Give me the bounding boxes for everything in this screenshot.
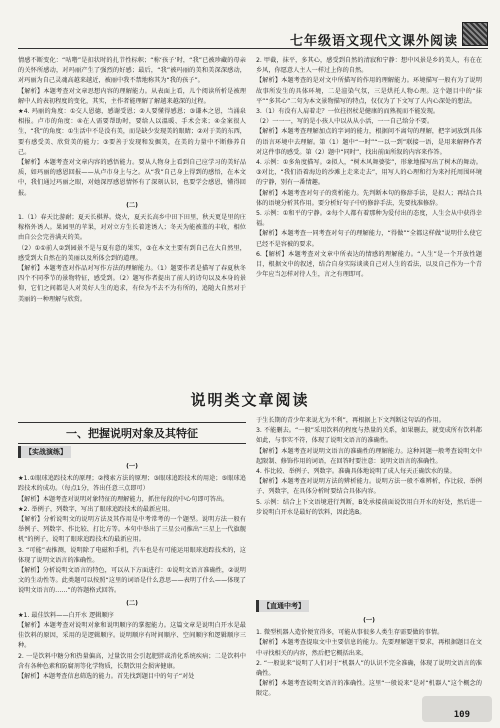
subsection-marker: (一) — [126, 463, 138, 470]
paragraph: 5. 示例：①和平的宁静。②每个人都有着那种为爱付出的态度，人生会从中获得幸福。 — [256, 210, 482, 228]
analysis-paragraph: 【解析】本题考查对说明对象和说明顺序的掌握能力。这篇文章是说明白开水是最佳饮料的原因，采用的是逻辑顺序。说明顺序有时间顺序、空间顺序和逻辑顺序三种。 — [18, 622, 246, 650]
subsection-title: 一、把握说明对象及其特征 — [18, 422, 246, 444]
answers-bottom-left — [18, 460, 246, 710]
paragraph: ★2. 举例子，列数字，写出了眼球追踪技术的最新应用。 — [18, 505, 174, 513]
practice-tag: 【实战演练】 — [18, 446, 71, 458]
page-number: 109 — [453, 710, 470, 720]
analysis-paragraph: 【解析】本题考查对说明方法的辨析能力。说明方法一般不难辨析，作比较、举例子、列数字，在具体分析时要结合具体内容。 — [256, 478, 482, 496]
answers-bottom-right-upper — [256, 416, 482, 598]
header-title: 七年级语文现代文课外阅读 — [289, 34, 458, 49]
header-divider — [18, 48, 488, 49]
paragraph: ★1. 最佳饮料——白开水 逻辑顺序 — [18, 611, 114, 619]
analysis-paragraph: 【解析】本题考查对文章内容的感悟能力。要从人物身上看到自己应学习的美好品质，如玛丽的感恩回报——从卢市身上与之。从“我”自己身上得到的感悟，在本文中，我们通过玛丽之眼，对她深厚感恩情怀有了深刻认识，也要学会感恩，懂得回报。 — [18, 159, 246, 197]
analysis-paragraph: 【解析】本题考查说明文语言的准确性。这里“一般说来”是对“机器人”这个概念的限定。 — [256, 680, 482, 698]
paragraph: 6.【解析】本题考查对文章中所表达的情感的理解能力。“人生”是一个开放性题目，根据文中的叙述，结合自身实际谈谈自己对人生的看法，以及自己作为一个青少年应当怎样对待人生，言之有理即可。 — [256, 250, 482, 279]
paragraph: 1. 微型机器人造价便宜得多，可能从事很多人类生存需要做的事情。 — [256, 629, 444, 637]
paragraph: （2）①①前人②到园景不是与夏有意的果实，③在本文主要有到自己在大自然里，感受到大自然在的美丽以及所体会到的道理。 — [18, 244, 246, 262]
paragraph: 5. 示例：结合上下文语境进行判断，B处承接前面说饮用白开水的好处，然后进一步说明白开水是最好的饮料，因此选B。 — [256, 498, 482, 516]
analysis-paragraph: 【解析】本题考查理解加点的字词的能力，根据问不离句的理解，把字词放到具体的语言环境中去理解。第（1）题中“一时”“一以一到”联接一语，是用来解释作者对这件事的感受。第（2）题中“同时”，找出前面所叙的内容来作答。 — [256, 128, 482, 156]
analysis-paragraph: 【解析】本题考查一同考查对句子的理解能力，“得做”“全都这样做”说明什么使它已经不是容被的要求。 — [256, 230, 482, 248]
paragraph: 2. 甲截，抹平，多其心，感受到自然的清寂和宁静：想中风景是乡的美人，有在在乡风，你愿意人主人一样过上你的自然。 — [256, 57, 482, 75]
analysis-paragraph: 【解析】本题考查对句子的赏析能力。先判断本句的修辞手法，是拟人；再结合具体的语境分析其作用。要分析好句子中的修辞手法，先要找准修辞。 — [256, 189, 482, 207]
paragraph: 2. “一般说来”说明了人们对于“机器人”的认识不完全准确，体现了说明文语言的准确性。 — [256, 659, 482, 678]
paragraph: 2. 一是饮料中糖分和热量偏高，过量饮用会引起肥胖或消化系统疾病；二是饮料中含有各种色素和防腐剂等化学物质，长期饮用会损害健康。 — [18, 652, 246, 670]
subsection-marker: (二) — [126, 201, 138, 209]
answers-top-left — [18, 56, 246, 366]
analysis-paragraph: 【解析】本题考查对文章思想内容的理解能力。从表面上看，儿个阅读所析是被理解中人的表初程度的变化，其实，主作者能理解了解越来越深的过程。 — [18, 87, 246, 105]
analysis-paragraph: 【解析】本题考查信息筛选的能力。首先找到题目中的句子“对处 — [18, 673, 195, 681]
paragraph: 于生长期的青少年来说尤为不利”，再根据上下文判断这句话的作用。 — [256, 417, 445, 424]
book-logo-icon — [462, 22, 488, 46]
paragraph: 1.（1）春天比游耐；夏天长棋界。烧火，夏天长高乡中田下田里，秋天更是里的庄稼格外诱人。果园里的苹果，对对立方生长着迷诱人；冬天为能被盖的丰收，相位由自公会完善满天的美。 — [18, 214, 246, 242]
analysis-paragraph: 【解析】本题考查对作品对写作方法的理解能力。（1）题要作者是描写了春夏秋冬四个不同季节的景物特征，感受到。（2）题写作者提出了前人的诗句以及本身的景仰，它们之间都是人对美好人生的追求，有位为不去不为有所的，追随大自然对于美丽的一种理解与欣赏。 — [18, 265, 246, 303]
paragraph: 3.（1）有没有人肩着走？一位拄拐杖是健康的而熟视而不能发现。 — [256, 108, 440, 116]
analysis-paragraph: 【解析】本题考查对说明对象特征的理解能力，抓住每段的中心句即可答出。 — [18, 495, 229, 503]
analysis-paragraph: 【解析】分析说明文语言的特色，可以从下方面进行：①说明文语言准确性，②说明文的生动性等。此类题可以按照“这里的词语是什么意思——表明了什么——体现了说明文语言的……”的答题格式回答。 — [18, 567, 246, 595]
analysis-paragraph: 【解析】本题考查的是对文中所描写的作用的理解能力。环境描写一般有为了说明故事所发生的具体环境，二是渲染气氛，三是烘托人物心理。这个题目中的“抹平”“多其心”二句为本文景物描写的特点，仅仅为了下文写了人内心深处的想法。 — [256, 77, 482, 105]
paragraph: 3. “可能”表推测，说明除了电磁和手机，汽车也是有可能运用眼球追踪技术的，这体现了说明文语言的准确性。 — [18, 546, 246, 564]
analysis-paragraph: 【解析】分析说明文的说明方法及其作用是中考常考的一个题型。说明方法一般有举例子、列数字、作比较、打比方等。本句中举出了三星公司推出“三星上一代旗舰机”的例子，说明了眼球追踪技术的最新应用。 — [18, 516, 246, 544]
paragraph: 4. 作比较、举例子、列数字。准确具体地说明了成人每天正确饮水的量。 — [256, 468, 456, 476]
answers-top-right — [256, 56, 482, 366]
analysis-paragraph: 【解析】本题考查对说明文语言的准确性的理解能力。这种问题一般考查说明文中起限制、修饰作用的词语，在回答时要注意：说明文语言的准确性。 — [256, 447, 482, 465]
paragraph: 3. 不能删去。“一般”采用饮料的程度与热量的关系，如果删去，就变成所有饮料都如此，与事实不符，体现了说明文语言的准确性。 — [256, 427, 482, 445]
subsection-marker: (二) — [126, 599, 138, 607]
paragraph: 4. 示例：①多角度描写。②拟人，“树木风舞婆娑”，形象地描写出了树木的舞动。③对比，“我们沿着海边的沙滩上走来走去”，用写人的心理和行为来衬托周围环境的宁静，别有一番情趣。 — [256, 159, 482, 187]
paragraph: ★4. 玛丽的角度：①交人恩德，感谢受恩；②人要懂得感恩；③谦本之恩，当涌泉相报。卢市的角度：④在人需要帮助时，要给人以溫暖、手术会来；④金案很人生，“我”的角度：①生活中不是没有美，而是缺少发现美的眼睛；②对于美的东西，要有感受美、欣赏美的能力；③要善于发现和发掘美，在美的力量中不断修养自己。 — [18, 108, 246, 156]
analysis-paragraph: 【解析】本题考查提取文中主要信息的能力。先要理解题干要求，再根据题目在文中寻找相关的内容，然后把它概括出来。 — [256, 639, 482, 657]
paragraph: （2）一一一，写的是小孩人中以从从小活，一一自己给分不要。 — [256, 118, 434, 126]
exam-tag: 【直通中考】 — [256, 600, 309, 612]
paragraph: 情感不断变化：“咕噜”是扣状时的扎节性标帜；“称‘孩子’时，“我”已被珍藏的母亲的关怀所感动，对玛丽产生了强烈的好感；最后，“我”被玛丽的美和美深深感动，对玛丽为自己灵魂高越来越近，被丽中我不禁地称其为“我的孩子”。 — [18, 57, 246, 85]
paragraph: ★1.①眼球追踪技术的原理；②搜索方法的原理；③眼球追踪技术的用途；⑤眼球追踪技术的成功。（每点1分，答出任意三点即可） — [18, 475, 246, 493]
subsection-marker: (一) — [363, 617, 375, 624]
section-title: 说明类文章阅读 — [190, 391, 310, 409]
